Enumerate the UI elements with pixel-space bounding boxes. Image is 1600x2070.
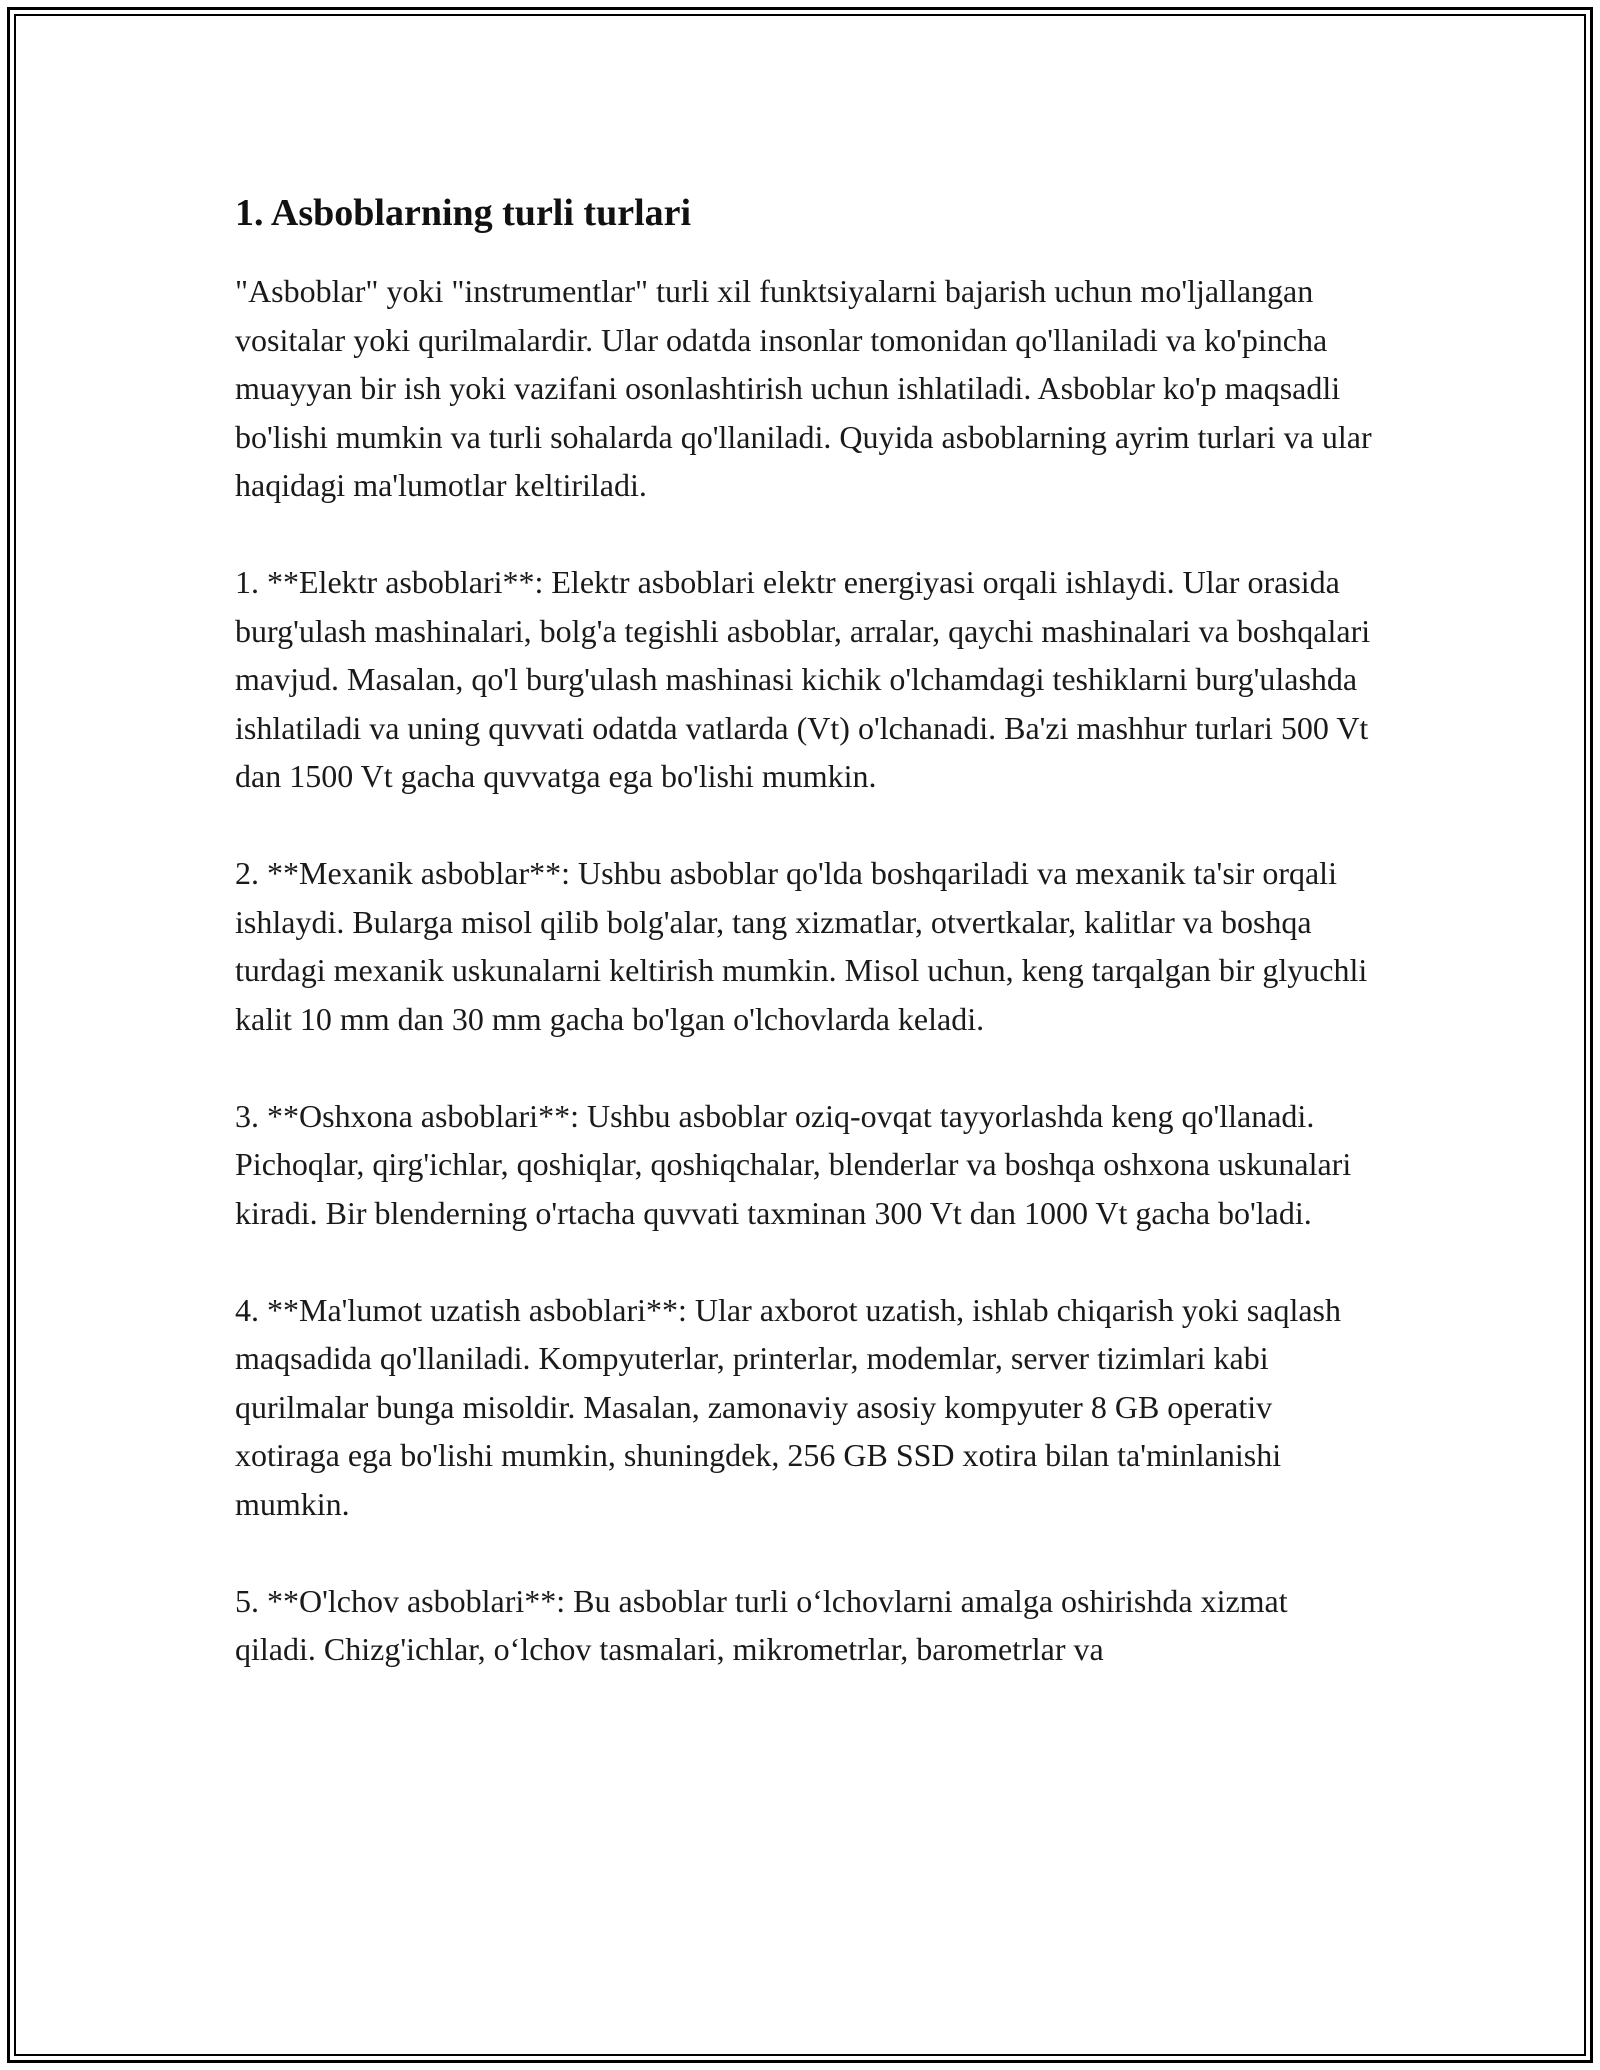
- page-title: 1. Asboblarning turli turlari: [235, 192, 692, 234]
- paragraph-electric-tools: 1. **Elektr asboblari**: Elektr asboblari elektr energiyasi orqali ishlaydi. Ular orasida burg'ulash mashinalari, bolg'a tegishli asboblar, arralar, qaychi mashinalari va boshqalari mavjud. Masalan, qo'l burg'ulash mashinasi kichik o'lchamdagi teshiklarni burg'ulashda ishlatiladi va uning quvvati odatda vatlarda (Vt) o'lchanadi. Ba'zi mashhur turlari 500 Vt dan 1500 Vt gacha quvvatga ega bo'lishi mumkin.: [235, 564, 1371, 794]
- paragraph-measuring-tools: 5. **O'lchov asboblari**: Bu asboblar turli o‘lchovlarni amalga oshirishda xizmat qiladi. Chizg'ichlar, o‘lchov tasmalari, mikrometrlar, barometrlar va: [235, 1582, 1288, 1667]
- intro-paragraph: "Asboblar" yoki "instrumentlar" turli xil funktsiyalarni bajarish uchun mo'ljallangan vositalar yoki qurilmalardir. Ular odatda insonlar tomonidan qo'llaniladi va ko'pincha muayyan bir ish yoki vazifani osonlashtirish uchun ishlatiladi. Asboblar ko'p maqsadli bo'lishi mumkin va turli sohalarda qo'llaniladi. Quyida asboblarning ayrim turlari va ular haqidagi ma'lumotlar keltiriladi.: [235, 273, 1372, 503]
- paragraph-kitchen-tools: 3. **Oshxona asboblari**: Ushbu asboblar oziq-ovqat tayyorlashda keng qo'llanadi. Pichoqlar, qirg'ichlar, qoshiqlar, qoshiqchalar, blenderlar va boshqa oshxona uskunalari kiradi. Bir blenderning o'rtacha quvvati taxminan 300 Vt dan 1000 Vt gacha bo'ladi.: [235, 1097, 1352, 1231]
- document-body: [235, 187, 1375, 1674]
- paragraph-mechanical-tools: 2. **Mexanik asboblar**: Ushbu asboblar qo'lda boshqariladi va mexanik ta'sir orqali ishlaydi. Bularga misol qilib bolg'alar, tang xizmatlar, otvertkalar, kalitlar va boshqa turdagi mexanik uskunalarni keltirish mumkin. Misol uchun, keng tarqalgan bir glyuchli kalit 10 mm dan 30 mm gacha bo'lgan o'lchovlarda keladi.: [235, 855, 1368, 1037]
- paragraph-data-transfer-tools: 4. **Ma'lumot uzatish asboblari**: Ular axborot uzatish, ishlab chiqarish yoki saqlash maqsadida qo'llaniladi. Kompyuterlar, printerlar, modemlar, server tizimlari kabi qurilmalar bunga misoldir. Masalan, zamonaviy asosiy kompyuter 8 GB operativ xotiraga ega bo'lishi mumkin, shuningdek, 256 GB SSD xotira bilan ta'minlanishi mumkin.: [235, 1291, 1341, 1522]
